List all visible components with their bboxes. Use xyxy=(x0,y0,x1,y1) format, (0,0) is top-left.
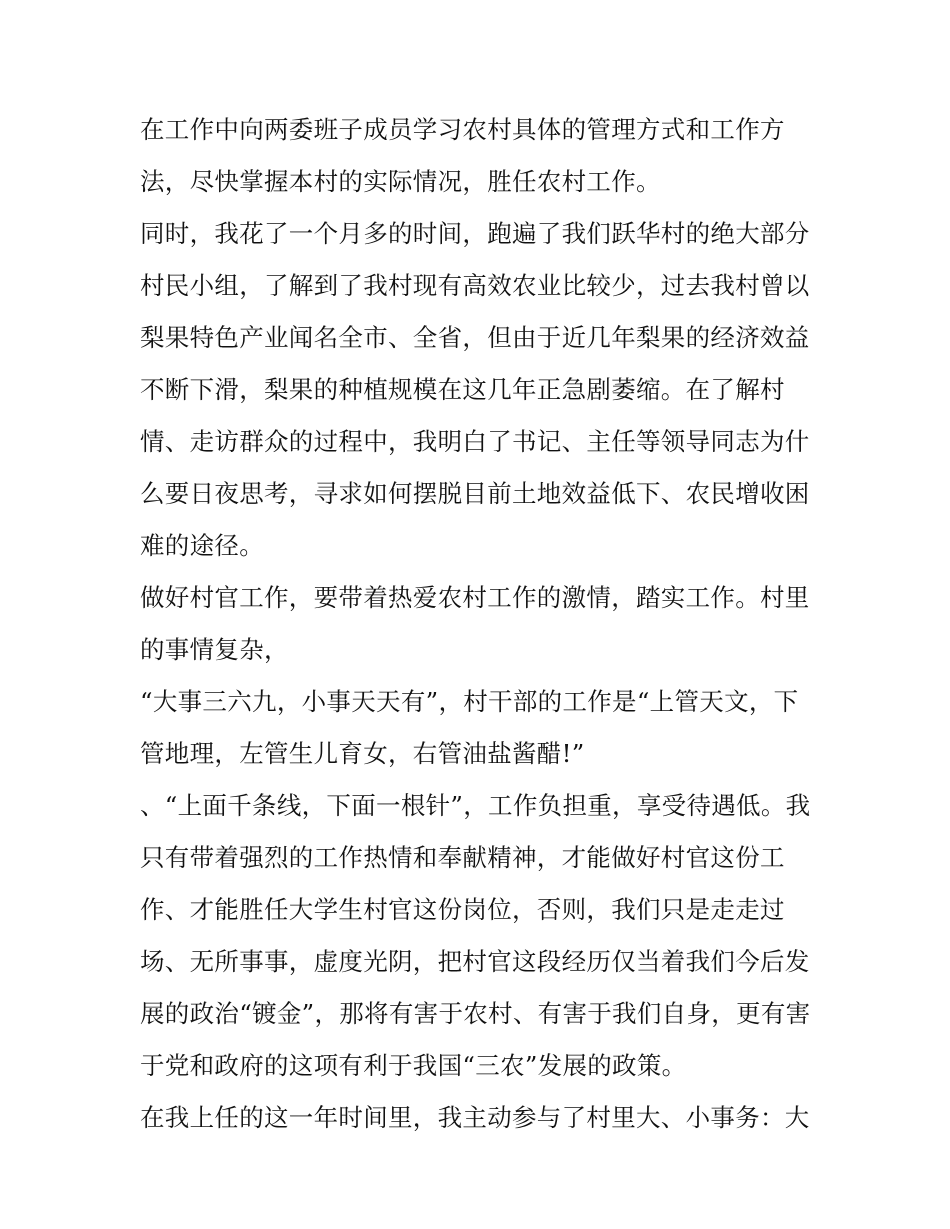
text-line: 法，尽快掌握本村的实际情况，胜任农村工作。 xyxy=(140,167,661,196)
text-line: 不断下滑，梨果的种植规模在这几年正急剧萎缩。在了解村 xyxy=(140,375,785,404)
text-line: 、“上面千条线，下面一根针”，工作负担重，享受待遇低。我 xyxy=(140,791,811,820)
text-line: 场、无所事事，虚度光阴，把村官这段经历仅当着我们今后发 xyxy=(140,947,810,976)
text-line: 在工作中向两委班子成员学习农村具体的管理方式和工作方 xyxy=(140,115,785,144)
text-line: 在我上任的这一年时间里，我主动参与了村里大、小事务：大 xyxy=(140,1103,810,1132)
body-text xyxy=(140,104,820,1144)
text-line: 于党和政府的这项有利于我国“三农”发展的政策。 xyxy=(140,1051,687,1080)
text-line: 同时，我花了一个月多的时间，跑遍了我们跃华村的绝大部分 xyxy=(140,219,810,248)
text-line: “大事三六九，小事天天有”，村干部的工作是“上管天文，下 xyxy=(140,687,799,716)
text-line: 管地理，左管生儿育女，右管油盐酱醋!” xyxy=(140,739,585,768)
text-line: 展的政治“镀金”，那将有害于农村、有害于我们自身，更有害 xyxy=(140,999,811,1028)
text-line: 的事情复杂， xyxy=(140,635,289,664)
text-line: 只有带着强烈的工作热情和奉献精神，才能做好村官这份工 xyxy=(140,843,785,872)
text-line: 难的途径。 xyxy=(140,531,264,560)
text-line: 梨果特色产业闻名全市、全省，但由于近几年梨果的经济效益 xyxy=(140,323,810,352)
text-line: 作、才能胜任大学生村官这份岗位，否则，我们只是走走过 xyxy=(140,895,785,924)
text-line: 情、走访群众的过程中，我明白了书记、主任等领导同志为什 xyxy=(140,427,810,456)
text-line: 么要日夜思考，寻求如何摆脱目前土地效益低下、农民增收困 xyxy=(140,479,810,508)
text-line: 做好村官工作，要带着热爱农村工作的激情，踏实工作。村里 xyxy=(140,583,810,612)
text-line: 村民小组，了解到了我村现有高效农业比较少，过去我村曾以 xyxy=(140,271,810,300)
